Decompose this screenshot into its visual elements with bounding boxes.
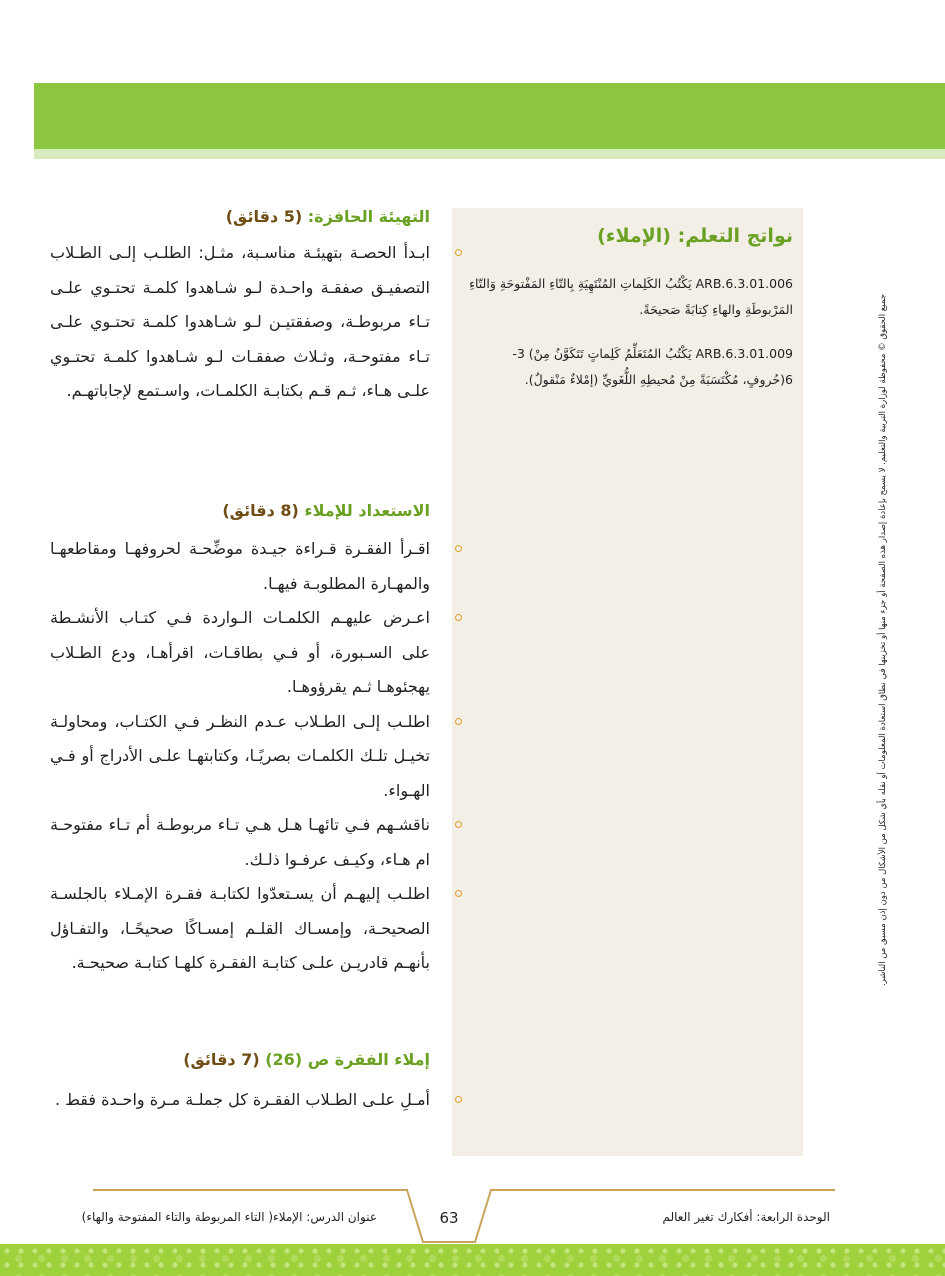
bullet-circle-icon (455, 718, 462, 725)
copyright-notice: جميع الحقوق © محفوظة لوزارة التربية والتعليم. لا يسمح بإعادة إصدار هذه الصفحة أو جزء منها أو تخزينها في نطاق استعادة المعلومات أو نقله بأي شكل من الأشكال من دون إذن مسبق من الناشر. (878, 293, 888, 987)
section-heading (50, 204, 430, 230)
list-item: اطلـب إليهـم أن يسـتعدّوا لكتابـة فقـرة الإمـلاء بالجلسـة الصحيحـة، وإمسـاك القلـم إمسـاكًا صحيحًـا، والتفـاؤل بأنهـم قادريـن علـى كتابـة الفقـرة كلهـا كتابـة صحيحـة. (50, 877, 430, 981)
bullet-circle-icon (455, 249, 462, 256)
section-heading (50, 1047, 430, 1073)
section-dictation (50, 1047, 430, 1118)
list-item: ناقشـهم فـي تائهـا هـل هـي تـاء مربوطـة أم تـاء مفتوحـة ام هـاء، وكيـف عرفـوا ذلـك. (50, 808, 430, 877)
heading-duration: (7 دقائق) (183, 1050, 260, 1069)
heading-label: الاستعداد للإملاء (304, 501, 430, 520)
section-preparation (50, 498, 430, 981)
section-warmup (50, 204, 430, 409)
learning-outcome-1: ARB.6.3.01.006 يَكْتُبُ الكَلِماتِ المُنْتَهِيَةِ بِالتّاءِ المَفْتوحَةِ وَالتّاءِ المَرْبوطَةِ والهاءِ كِتابَةً صَحيحَةً. (469, 276, 793, 317)
list-item: أمـلِ علـى الطـلاب الفقـرة كل جملـة مـرة واحـدة فقط . (50, 1083, 430, 1118)
list-item: اطلـب إلـى الطـلاب عـدم النظـر فـي الكتـاب، ومحاولـة تخيـل تلـك الكلمـات بصريًـا، وكتابتهـا علـى الأدراج أو فـي الهـواء. (50, 705, 430, 809)
bullet-circle-icon (455, 821, 462, 828)
page-number: 63 (439, 1209, 459, 1227)
heading-label: التهيئة الحافزة: (307, 207, 430, 226)
bullet-circle-icon (455, 545, 462, 552)
bullet-circle-icon (455, 614, 462, 621)
top-light-strip (34, 149, 945, 159)
footer-rule-left (93, 1189, 408, 1191)
heading-duration: (8 دقائق) (222, 501, 299, 520)
list-item: ابـدأ الحصـة بتهيئـة مناسـبة، مثـل: الطلـب إلـى الطـلاب التصفيـق صفقـة واحـدة لـو شـاهدوا كلمـة تحتـوي علـى تـاء مربوطـة، وصفقتيـن لـو شـاهدوا كلمـة تحتـوي علـى تـاء مفتوحـة، وثـلاث صفقـات لـو شـاهدوا كلمـة تحتـوي علـى هـاء، ثـم قـم بكتابـة الكلمـات، واسـتمع لإجاباتهـم. (50, 236, 430, 409)
footer-rule-right (490, 1189, 835, 1191)
bullet-circle-icon (455, 1096, 462, 1103)
list-item: اعـرض عليهـم الكلمـات الـواردة فـي كتـاب الأنشـطة على السـبورة، أو فـي بطاقـات، اقرأهـا، ودع الطـلاب يهجئوهـا ثـم يقرؤوهـا. (50, 601, 430, 705)
heading-label: إملاء الفقرة ص (26) (265, 1050, 430, 1069)
footer-lesson: عنوان الدرس: الإملاء( التاء المربوطة والتاء المفتوحة والهاء) (81, 1210, 377, 1224)
list-item: اقـرأ الفقـرة قـراءة جيـدة موضِّحـة لحروفهـا ومقاطعهـا والمهـارة المطلوبـة فيهـا. (50, 532, 430, 601)
heading-duration: (5 دقائق) (225, 207, 303, 226)
footer-unit: الوحدة الرابعة: أفكارك تغير العالم (662, 1210, 830, 1224)
section-heading (50, 498, 430, 524)
bullet-circle-icon (455, 890, 462, 897)
learning-outcome-2: ARB.6.3.01.009 يَكْتُبُ المُتَعَلِّمُ كَلِماتٍ تَتَكَوَّنُ مِنْ) 3- 6(حُروفٍ، مُكْتَسَبَةً مِنْ مُحيطِهِ اللُّغَويِّ (إمْلاءٌ مَنْقولٌ). (512, 346, 793, 387)
bottom-pattern-band (0, 1244, 945, 1276)
learning-outcomes-title: نواتج التعلم: (الإملاء) (597, 225, 793, 247)
top-green-band (34, 83, 945, 149)
